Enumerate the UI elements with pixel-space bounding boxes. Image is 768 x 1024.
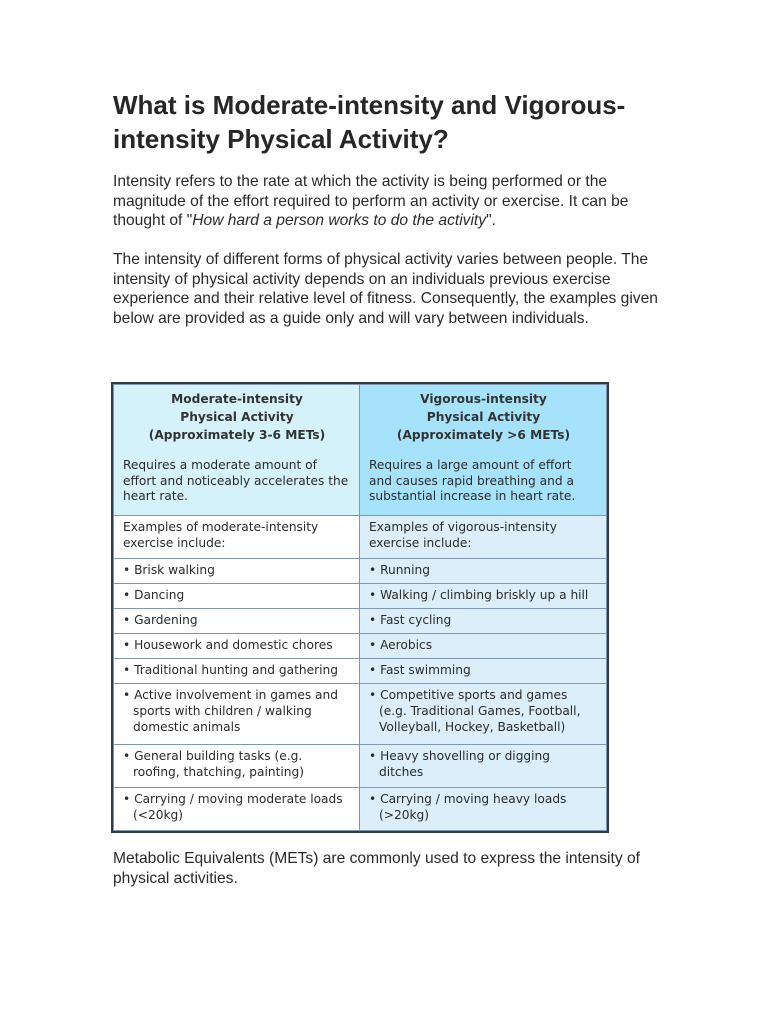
- moderate-item: [114, 788, 360, 831]
- intro-paragraph: [113, 172, 658, 231]
- moderate-header-cell: [114, 385, 360, 516]
- moderate-title-line: Moderate-intensity: [171, 392, 303, 406]
- vigorous-item: [360, 684, 607, 745]
- vigorous-item-text: • Fast cycling: [369, 613, 452, 627]
- intro-quote: How hard a person works to do the activity: [192, 212, 487, 229]
- moderate-item-text: • Gardening: [123, 613, 198, 627]
- moderate-item-text: • Dancing: [123, 588, 185, 602]
- variation-paragraph: The intensity of different forms of physical activity varies between people. The intensity of physical activity depends on an individuals previous exercise experience and their relative level of fitness. Consequently, the examples given below are provided as a guide only and will vary between individuals.: [113, 251, 658, 327]
- moderate-item: [114, 584, 360, 609]
- vigorous-item: [360, 584, 607, 609]
- moderate-item: [114, 559, 360, 584]
- table-row: [114, 634, 607, 659]
- table-header-row: [114, 385, 607, 516]
- vigorous-item-text: • Walking / climbing briskly up a hill: [369, 588, 589, 602]
- moderate-title-line: Physical Activity: [180, 410, 294, 424]
- vigorous-examples-label: Examples of vigorous-intensity exercise include:: [360, 516, 607, 559]
- moderate-item: [114, 609, 360, 634]
- table-row: [114, 745, 607, 788]
- moderate-item-text: • General building tasks (e.g. roofing, thatching, painting): [123, 749, 305, 779]
- moderate-title: [123, 390, 351, 444]
- vigorous-item: [360, 559, 607, 584]
- vigorous-description: Requires a large amount of effort and causes rapid breathing and a substantial increase in heart rate.: [369, 458, 576, 503]
- table-row: [114, 609, 607, 634]
- vigorous-item: [360, 609, 607, 634]
- vigorous-item-text: • Competitive sports and games (e.g. Traditional Games, Football, Volleyball, Hockey, Basketball): [369, 688, 581, 734]
- moderate-item: [114, 634, 360, 659]
- vigorous-item: [360, 659, 607, 684]
- moderate-description: Requires a moderate amount of effort and noticeably accelerates the heart rate.: [123, 458, 349, 503]
- table-row: [114, 684, 607, 745]
- vigorous-title-line: Vigorous-intensity: [420, 392, 547, 406]
- vigorous-item: [360, 634, 607, 659]
- moderate-examples-label: Examples of moderate-intensity exercise include:: [114, 516, 360, 559]
- moderate-item: [114, 745, 360, 788]
- vigorous-title: [369, 390, 598, 444]
- intro-text: Intensity refers to the rate at which the activity is being performed or the magnitude of the effort required to perform an activity or exercise. It can be thought of ": [113, 173, 629, 229]
- moderate-item-text: • Traditional hunting and gathering: [123, 663, 338, 677]
- moderate-item-text: • Active involvement in games and sports with children / walking domestic animals: [123, 688, 338, 734]
- vigorous-item-text: • Carrying / moving heavy loads (>20kg): [369, 792, 567, 822]
- vigorous-item-text: • Fast swimming: [369, 663, 471, 677]
- mets-paragraph: Metabolic Equivalents (METs) are commonly used to express the intensity of physical activities.: [113, 850, 640, 887]
- moderate-item-text: • Carrying / moving moderate loads (<20kg): [123, 792, 343, 822]
- vigorous-title-line: Physical Activity: [426, 410, 541, 424]
- moderate-item-text: • Brisk walking: [123, 563, 215, 577]
- vigorous-item: [360, 788, 607, 831]
- intensity-comparison-table: [113, 384, 607, 831]
- vigorous-header-cell: [360, 385, 607, 516]
- page-title: What is Moderate-intensity and Vigorous-intensity Physical Activity?: [113, 90, 626, 154]
- vigorous-item-text: • Aerobics: [369, 638, 433, 652]
- moderate-item: [114, 684, 360, 745]
- table-row: [114, 584, 607, 609]
- intro-text-end: ".: [486, 212, 496, 229]
- moderate-item-text: • Housework and domestic chores: [123, 638, 333, 652]
- table-row: [114, 788, 607, 831]
- vigorous-item: [360, 745, 607, 788]
- vigorous-item-text: • Heavy shovelling or digging ditches: [369, 749, 551, 779]
- vigorous-item-text: • Running: [369, 563, 431, 577]
- table-row: [114, 516, 607, 559]
- vigorous-title-line: (Approximately >6 METs): [396, 428, 571, 442]
- moderate-title-line: (Approximately 3-6 METs): [148, 428, 326, 442]
- table-row: [114, 559, 607, 584]
- moderate-item: [114, 659, 360, 684]
- table-row: [114, 659, 607, 684]
